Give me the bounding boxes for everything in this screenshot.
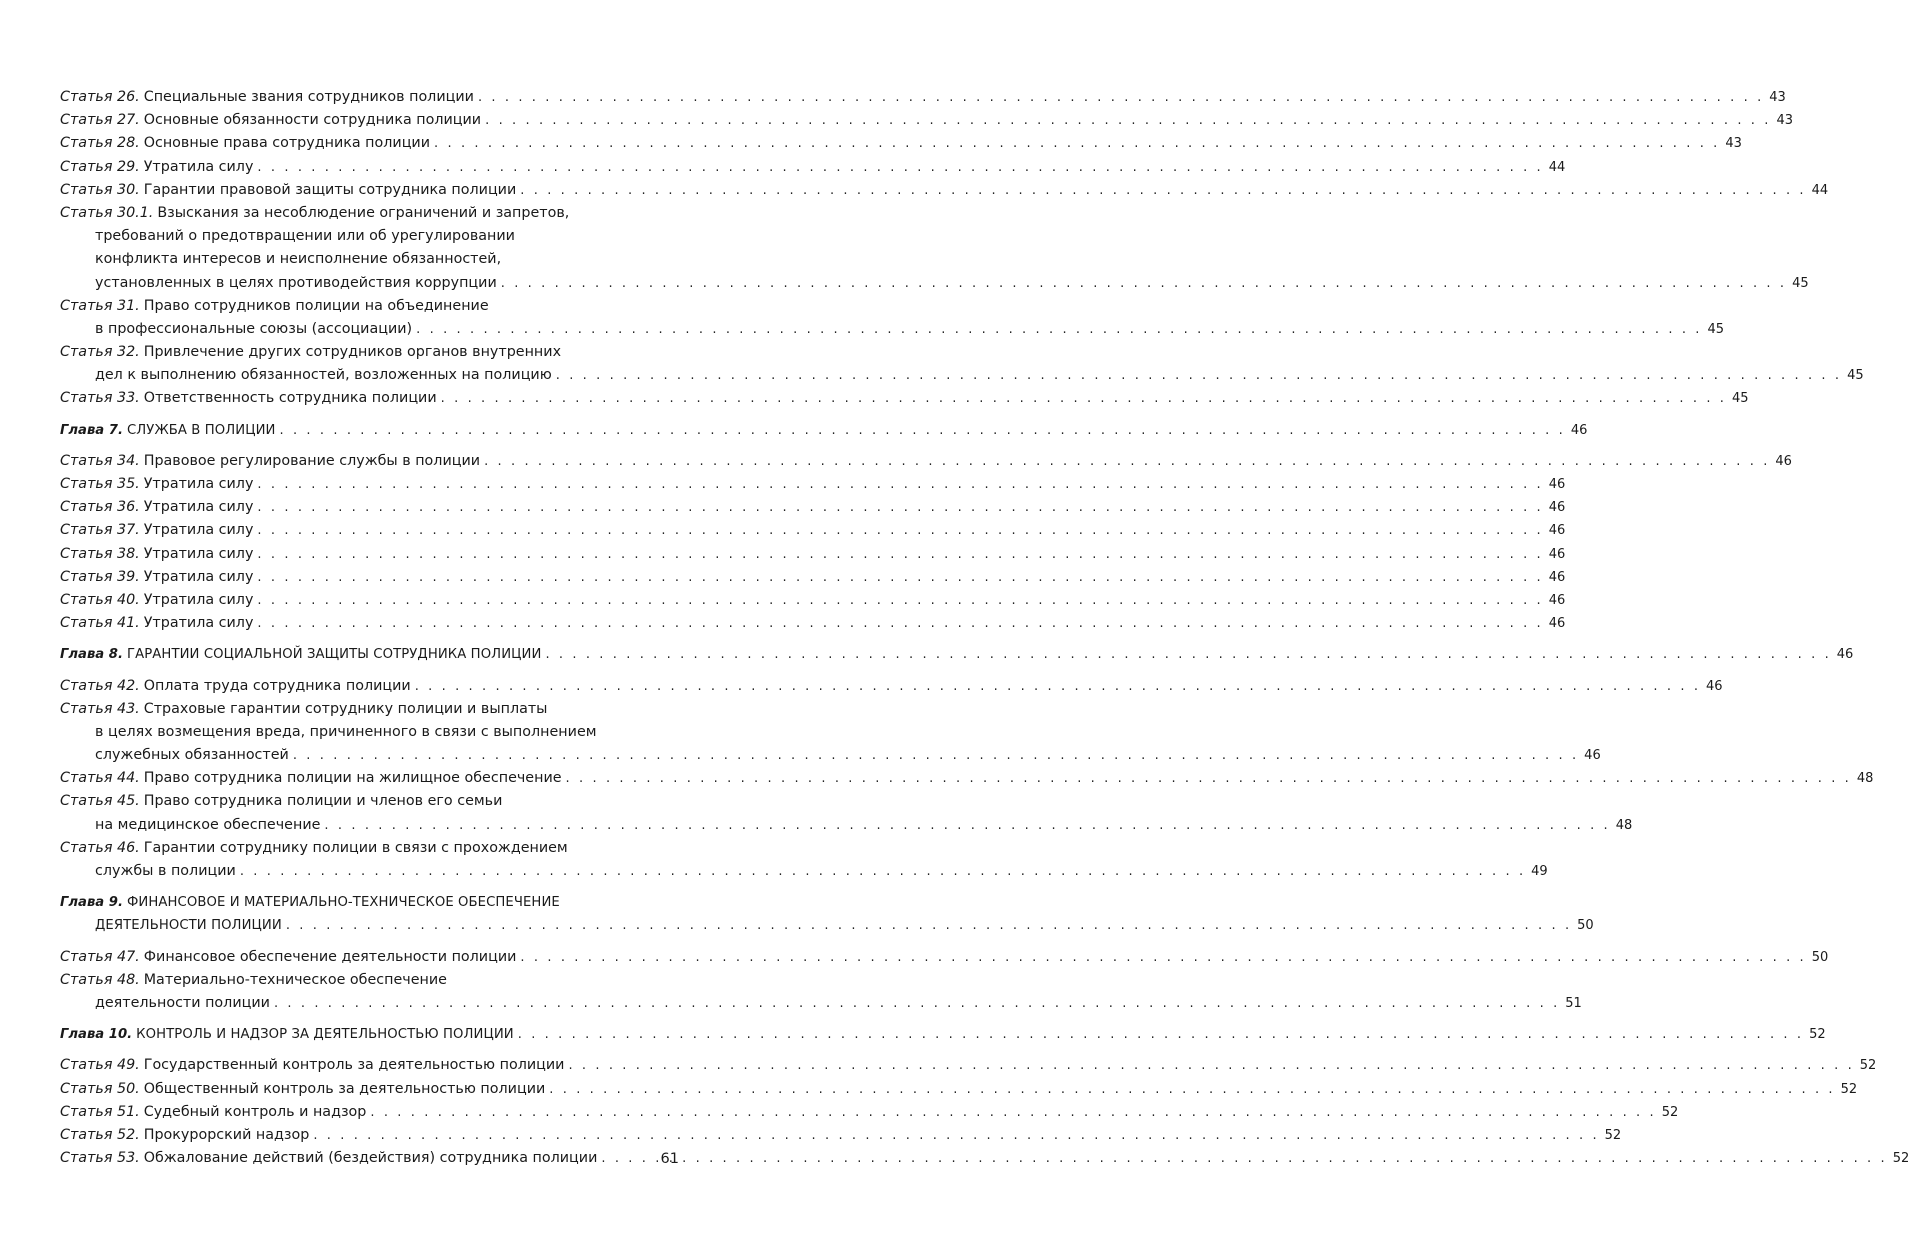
entry-title: ГАРАНТИИ СОЦИАЛЬНОЙ ЗАЩИТЫ СОТРУДНИКА ПОЛИЦИИ bbox=[126, 647, 542, 663]
toc-chapter bbox=[60, 643, 1854, 666]
dot-leader bbox=[324, 814, 1610, 837]
entry-title: деятельности полиции bbox=[95, 994, 270, 1011]
entry-title: КОНТРОЛЬ И НАДЗОР ЗА ДЕЯТЕЛЬНОСТЬЮ ПОЛИЦИИ bbox=[136, 1027, 514, 1043]
toc-article bbox=[60, 1124, 1622, 1147]
entry-title: Обжалование действий (бездействия) сотрудника полиции bbox=[143, 1150, 598, 1167]
entry-title: Утратила силу bbox=[143, 158, 254, 175]
entry-page-number: 52 bbox=[1604, 1127, 1622, 1143]
dot-leader bbox=[257, 519, 1543, 542]
toc-article bbox=[60, 543, 1566, 566]
chapter-label: Глава 10. bbox=[60, 1027, 133, 1043]
entry-page-number: 43 bbox=[1776, 113, 1793, 129]
dot-leader bbox=[415, 675, 1701, 698]
toc-article bbox=[60, 589, 1566, 612]
entry-title: Прокурорский надзор bbox=[143, 1126, 310, 1143]
dot-leader bbox=[240, 860, 1526, 883]
toc-article bbox=[60, 675, 1723, 698]
article-label: Статья 35. bbox=[60, 476, 140, 492]
dot-leader bbox=[274, 992, 1560, 1015]
chapter-label: Глава 8. bbox=[60, 647, 123, 663]
entry-page-number: 49 bbox=[1531, 864, 1548, 879]
article-label: Статья 42. bbox=[60, 677, 140, 694]
entry-title: Финансовое обеспечение деятельности полиции bbox=[143, 948, 517, 965]
entry-page-number: 45 bbox=[1731, 391, 1749, 407]
entry-title: служебных обязанностей bbox=[95, 747, 289, 764]
entry-page-number: 45 bbox=[1707, 321, 1725, 337]
article-label: Статья 52. bbox=[60, 1126, 140, 1143]
article-label: Статья 26. bbox=[60, 89, 140, 105]
dot-leader bbox=[257, 473, 1543, 496]
article-label: Статья 38. bbox=[60, 545, 140, 562]
entry-title: ФИНАНСОВОЕ И МАТЕРИАЛЬНО-ТЕХНИЧЕСКОЕ ОБЕСПЕЧЕНИЕ bbox=[126, 895, 560, 911]
entry-title: дел к выполнению обязанностей, возложенных на полицию bbox=[95, 367, 552, 384]
toc-article bbox=[60, 179, 1829, 202]
article-label: Статья 37. bbox=[60, 522, 140, 539]
dot-leader bbox=[520, 179, 1806, 202]
dot-leader bbox=[520, 946, 1806, 969]
toc-chapter bbox=[60, 891, 1594, 937]
entry-page-number: 45 bbox=[1847, 368, 1864, 384]
entry-title: Утратила силу bbox=[143, 568, 254, 585]
article-label: Статья 30. bbox=[60, 181, 140, 198]
dot-leader bbox=[484, 450, 1770, 473]
entry-page-number: 50 bbox=[1577, 918, 1594, 934]
entry-title: Материально-техническое обеспечение bbox=[143, 971, 447, 988]
toc-article bbox=[60, 473, 1566, 496]
entry-title: Утратила силу bbox=[143, 591, 254, 608]
toc-article bbox=[60, 109, 1793, 132]
toc-article bbox=[60, 295, 1725, 341]
dot-leader bbox=[549, 1078, 1835, 1101]
dot-leader bbox=[293, 744, 1579, 767]
entry-title: Утратила силу bbox=[143, 545, 254, 562]
article-label: Статья 31. bbox=[60, 297, 140, 314]
dot-leader bbox=[434, 132, 1720, 155]
toc-article bbox=[60, 767, 1874, 790]
dot-leader bbox=[257, 566, 1543, 589]
entry-page-number: 51 bbox=[1565, 995, 1582, 1011]
toc-article bbox=[60, 387, 1749, 410]
article-label: Статья 46. bbox=[60, 839, 140, 856]
toc-article bbox=[60, 1078, 1858, 1101]
dot-leader bbox=[257, 496, 1543, 519]
entry-page-number: 46 bbox=[1584, 748, 1601, 764]
toc-article bbox=[60, 496, 1566, 519]
dot-leader bbox=[566, 767, 1852, 790]
entry-title: Ответственность сотрудника полиции bbox=[143, 390, 437, 407]
dot-leader bbox=[257, 543, 1543, 566]
dot-leader bbox=[257, 156, 1543, 179]
dot-leader bbox=[478, 86, 1764, 109]
entry-title: Специальные звания сотрудников полиции bbox=[143, 89, 474, 105]
toc-article bbox=[60, 612, 1566, 635]
entry-title: Утратила силу bbox=[143, 476, 254, 492]
toc-article bbox=[60, 1054, 1877, 1077]
toc-article bbox=[60, 341, 1864, 387]
entry-page-number: 44 bbox=[1811, 182, 1829, 198]
dot-leader bbox=[601, 1147, 1887, 1170]
entry-page-number: 48 bbox=[1615, 817, 1633, 833]
article-label: Статья 34. bbox=[60, 452, 140, 469]
article-label: Статья 50. bbox=[60, 1080, 140, 1097]
entry-title: Оплата труда сотрудника полиции bbox=[143, 677, 411, 694]
entry-title: установленных в целях противодействия коррупции bbox=[95, 274, 497, 291]
entry-title: Привлечение других сотрудников органов внутренних bbox=[143, 344, 562, 361]
entry-page-number: 50 bbox=[1811, 949, 1829, 965]
toc-article bbox=[60, 946, 1829, 969]
article-label: Статья 29. bbox=[60, 158, 140, 175]
entry-title: в целях возмещения вреда, причиненного в связи с выполнением bbox=[95, 723, 597, 740]
entry-page-number: 43 bbox=[1769, 90, 1786, 105]
article-label: Статья 28. bbox=[60, 135, 140, 152]
entry-page-number: 46 bbox=[1775, 453, 1792, 469]
entry-title: Судебный контроль и надзор bbox=[143, 1103, 367, 1120]
toc-article bbox=[60, 202, 1809, 295]
toc-chapter bbox=[60, 419, 1588, 442]
entry-title: Взыскания за несоблюдение ограничений и запретов, bbox=[157, 204, 570, 221]
article-label: Статья 41. bbox=[60, 615, 140, 632]
entry-title: Право сотрудника полиции на жилищное обеспечение bbox=[143, 770, 562, 787]
toc-article bbox=[60, 698, 1601, 768]
dot-leader bbox=[556, 364, 1842, 387]
entry-page-number: 52 bbox=[1809, 1027, 1826, 1043]
article-label: Статья 33. bbox=[60, 390, 140, 407]
entry-page-number: 52 bbox=[1859, 1058, 1877, 1074]
entry-page-number: 46 bbox=[1706, 678, 1723, 694]
toc-article bbox=[60, 132, 1742, 155]
entry-page-number: 43 bbox=[1725, 136, 1742, 152]
entry-title: конфликта интересов и неисполнение обязанностей, bbox=[95, 251, 502, 268]
entry-page-number: 46 bbox=[1548, 569, 1566, 585]
dot-leader bbox=[441, 387, 1727, 410]
toc-article bbox=[60, 969, 1582, 1015]
entry-title: Право сотрудников полиции на объединение bbox=[143, 297, 489, 314]
entry-page-number: 45 bbox=[1792, 275, 1809, 291]
toc-article bbox=[60, 519, 1566, 542]
entry-page-number: 46 bbox=[1570, 422, 1588, 438]
toc-article bbox=[60, 837, 1548, 883]
entry-title: Утратила силу bbox=[143, 522, 254, 539]
entry-page-number: 46 bbox=[1548, 523, 1566, 539]
entry-title: на медицинское обеспечение bbox=[95, 816, 321, 833]
entry-title: Утратила силу bbox=[143, 615, 254, 632]
article-label: Статья 44. bbox=[60, 770, 140, 787]
article-label: Статья 40. bbox=[60, 591, 140, 608]
entry-title: Гарантии сотруднику полиции в связи с прохождением bbox=[143, 839, 568, 856]
entry-title: Общественный контроль за деятельностью полиции bbox=[143, 1080, 546, 1097]
dot-leader bbox=[545, 643, 1831, 666]
entry-page-number: 52 bbox=[1840, 1081, 1858, 1097]
article-label: Статья 49. bbox=[60, 1057, 140, 1074]
article-label: Статья 48. bbox=[60, 971, 140, 988]
article-label: Статья 47. bbox=[60, 948, 140, 965]
page-number: 61 bbox=[660, 1151, 679, 1167]
dot-leader bbox=[568, 1054, 1854, 1077]
dot-leader bbox=[313, 1124, 1599, 1147]
entry-page-number: 46 bbox=[1548, 500, 1566, 516]
entry-page-number: 44 bbox=[1548, 159, 1566, 175]
dot-leader bbox=[518, 1023, 1804, 1046]
dot-leader bbox=[485, 109, 1771, 132]
article-label: Статья 27. bbox=[60, 112, 140, 129]
toc-article bbox=[60, 1101, 1679, 1124]
toc-entries bbox=[60, 86, 1909, 1170]
toc-article bbox=[60, 156, 1566, 179]
entry-title: Основные права сотрудника полиции bbox=[143, 135, 431, 152]
entry-page-number: 46 bbox=[1548, 592, 1566, 608]
entry-title: Право сотрудника полиции и членов его семьи bbox=[143, 793, 503, 810]
article-label: Статья 51. bbox=[60, 1103, 140, 1120]
article-label: Статья 39. bbox=[60, 568, 140, 585]
entry-title: требований о предотвращении или об урегулировании bbox=[95, 228, 515, 245]
toc-article bbox=[60, 450, 1792, 473]
article-label: Статья 30.1. bbox=[60, 204, 154, 221]
entry-title: ДЕЯТЕЛЬНОСТИ ПОЛИЦИИ bbox=[95, 918, 282, 934]
dot-leader bbox=[416, 318, 1702, 341]
toc-article bbox=[60, 86, 1786, 109]
chapter-label: Глава 7. bbox=[60, 422, 123, 438]
entry-title: Основные обязанности сотрудника полиции bbox=[143, 112, 482, 129]
chapter-label: Глава 9. bbox=[60, 895, 123, 911]
entry-page-number: 46 bbox=[1548, 616, 1566, 632]
entry-page-number: 46 bbox=[1548, 477, 1566, 492]
entry-title: СЛУЖБА В ПОЛИЦИИ bbox=[126, 422, 276, 438]
entry-page-number: 46 bbox=[1836, 647, 1854, 663]
entry-page-number: 52 bbox=[1661, 1104, 1679, 1120]
entry-title: Государственный контроль за деятельностью полиции bbox=[143, 1057, 565, 1074]
dot-leader bbox=[286, 914, 1572, 937]
article-label: Статья 53. bbox=[60, 1150, 140, 1167]
dot-leader bbox=[280, 419, 1566, 442]
toc-article bbox=[60, 566, 1566, 589]
entry-page-number: 48 bbox=[1856, 771, 1874, 787]
toc-chapter bbox=[60, 1023, 1826, 1046]
dot-leader bbox=[257, 612, 1543, 635]
entry-title: Утратила силу bbox=[143, 499, 254, 516]
entry-title: Гарантии правовой защиты сотрудника полиции bbox=[143, 181, 517, 198]
dot-leader bbox=[501, 272, 1787, 295]
dot-leader bbox=[257, 589, 1543, 612]
entry-title: в профессиональные союзы (ассоциации) bbox=[95, 320, 413, 337]
article-label: Статья 32. bbox=[60, 344, 140, 361]
entry-page-number: 46 bbox=[1548, 546, 1566, 562]
article-label: Статья 36. bbox=[60, 499, 140, 516]
entry-page-number: 52 bbox=[1892, 1151, 1909, 1167]
article-label: Статья 43. bbox=[60, 700, 140, 717]
toc-article bbox=[60, 1147, 1909, 1170]
entry-title: Страховые гарантии сотруднику полиции и выплаты bbox=[143, 700, 548, 717]
entry-title: Правовое регулирование службы в полиции bbox=[143, 452, 481, 469]
entry-title: службы в полиции bbox=[95, 863, 236, 879]
dot-leader bbox=[370, 1101, 1656, 1124]
article-label: Статья 45. bbox=[60, 793, 140, 810]
toc-article bbox=[60, 790, 1633, 836]
